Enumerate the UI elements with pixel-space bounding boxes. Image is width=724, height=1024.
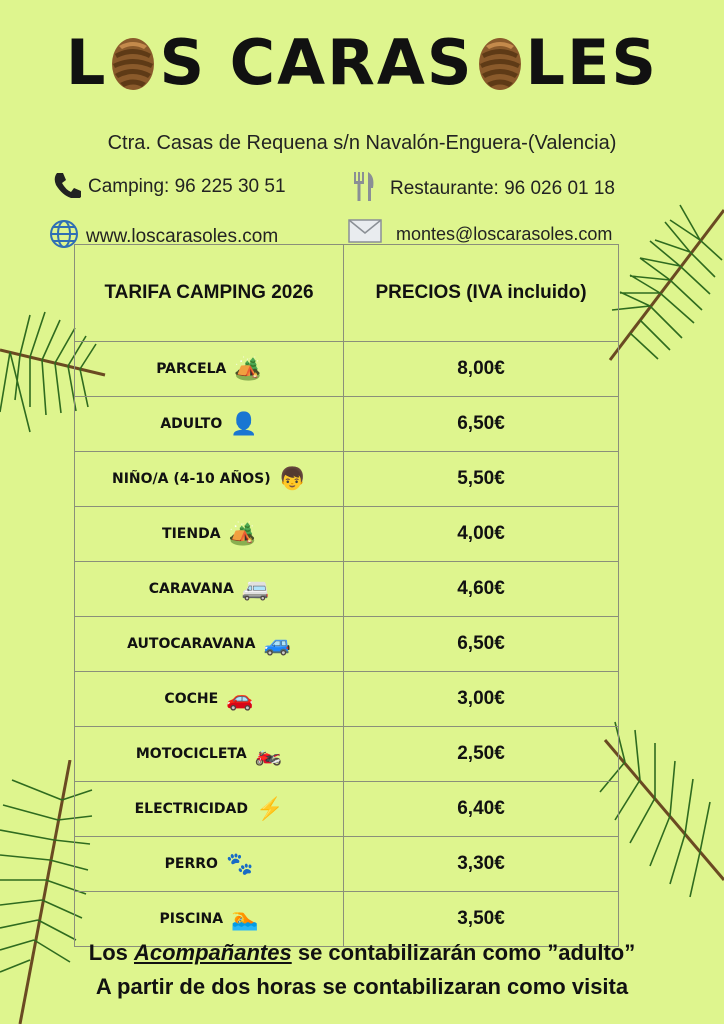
price-cell: 5,50€ — [344, 452, 619, 507]
category-label: COCHE — [164, 691, 219, 708]
title-part: LES — [525, 25, 659, 99]
table-row — [75, 892, 619, 947]
category-cell — [75, 617, 344, 672]
table-row — [75, 837, 619, 892]
category-label: AUTOCARAVANA — [127, 636, 256, 653]
category-label: PARCELA — [156, 361, 227, 378]
header-precios: PRECIOS (IVA incluido) — [344, 245, 619, 342]
table-row — [75, 727, 619, 782]
restaurant-text: Restaurante: 96 026 01 18 — [390, 178, 616, 199]
price-cell: 4,60€ — [344, 562, 619, 617]
table-row — [75, 617, 619, 672]
address: Ctra. Casas de Requena s/n Navalón-Enguera-(Valencia) — [107, 132, 617, 154]
fork-knife-icon — [352, 170, 376, 208]
category-cell — [75, 507, 344, 562]
table-row — [75, 452, 619, 507]
category-label: TIENDA — [162, 526, 221, 543]
category-label: ELECTRICIDAD — [134, 801, 248, 818]
category-emoji-icon: 👦 — [278, 466, 306, 491]
category-label: PISCINA — [159, 911, 224, 928]
category-emoji-icon: 🏍️ — [254, 741, 283, 766]
category-emoji-icon: 🚐 — [241, 576, 270, 601]
website-link[interactable]: www.loscarasoles.com — [86, 226, 279, 247]
category-label: CARAVANA — [148, 581, 234, 598]
footer-note-1: Los Acompañantes se contabilizarán como ”adulto” — [88, 940, 636, 965]
phone-contact — [52, 170, 286, 204]
acompanantes-text: Acompañantes — [134, 940, 292, 965]
category-cell — [75, 397, 344, 452]
category-emoji-icon: 🚗 — [226, 686, 254, 711]
category-cell — [75, 452, 344, 507]
category-emoji-icon: 🏕️ — [228, 521, 256, 546]
category-cell — [75, 342, 344, 397]
category-emoji-icon: 🏊 — [231, 906, 259, 931]
category-cell — [75, 837, 344, 892]
title-part: S CARAS — [159, 25, 474, 99]
category-emoji-icon: 🚙 — [263, 631, 291, 656]
table-header-row — [75, 245, 619, 342]
price-cell: 3,00€ — [344, 672, 619, 727]
phone-icon — [52, 170, 82, 204]
footer-note-2: A partir de dos horas se contabilizaran como visita — [95, 974, 629, 999]
header-tarifa: TARIFA CAMPING 2026 — [75, 245, 344, 342]
category-label: MOTOCICLETA — [135, 746, 247, 763]
page-title — [0, 22, 724, 102]
table-row — [75, 507, 619, 562]
category-cell — [75, 892, 344, 947]
price-cell: 8,00€ — [344, 342, 619, 397]
category-emoji-icon: 🐾 — [225, 851, 254, 876]
price-cell: 6,50€ — [344, 617, 619, 672]
email-link[interactable]: montes@loscarasoles.com — [396, 223, 613, 244]
price-cell: 2,50€ — [344, 727, 619, 782]
price-cell: 6,50€ — [344, 397, 619, 452]
table-row — [75, 562, 619, 617]
category-cell — [75, 562, 344, 617]
price-cell: 6,40€ — [344, 782, 619, 837]
table-row — [75, 342, 619, 397]
price-cell: 4,00€ — [344, 507, 619, 562]
category-emoji-icon: ⚡ — [256, 796, 284, 821]
price-cell: 3,50€ — [344, 892, 619, 947]
table-row — [75, 782, 619, 837]
price-table — [74, 244, 619, 947]
pinecone-icon — [109, 32, 157, 92]
category-cell — [75, 782, 344, 837]
category-label: ADULTO — [160, 416, 223, 433]
category-cell — [75, 727, 344, 782]
category-emoji-icon: 🏕️ — [234, 356, 262, 381]
table-row — [75, 397, 619, 452]
category-cell — [75, 672, 344, 727]
restaurant-contact — [352, 170, 615, 208]
category-label: NIÑO/A (4-10 AÑOS) — [111, 471, 271, 488]
category-label: PERRO — [164, 856, 218, 873]
price-cell: 3,30€ — [344, 837, 619, 892]
table-row — [75, 672, 619, 727]
phone-text: Camping: 96 225 30 51 — [88, 176, 286, 197]
title-part: L — [65, 25, 108, 99]
category-emoji-icon: 👤 — [230, 411, 258, 436]
pinecone-icon — [476, 32, 524, 92]
